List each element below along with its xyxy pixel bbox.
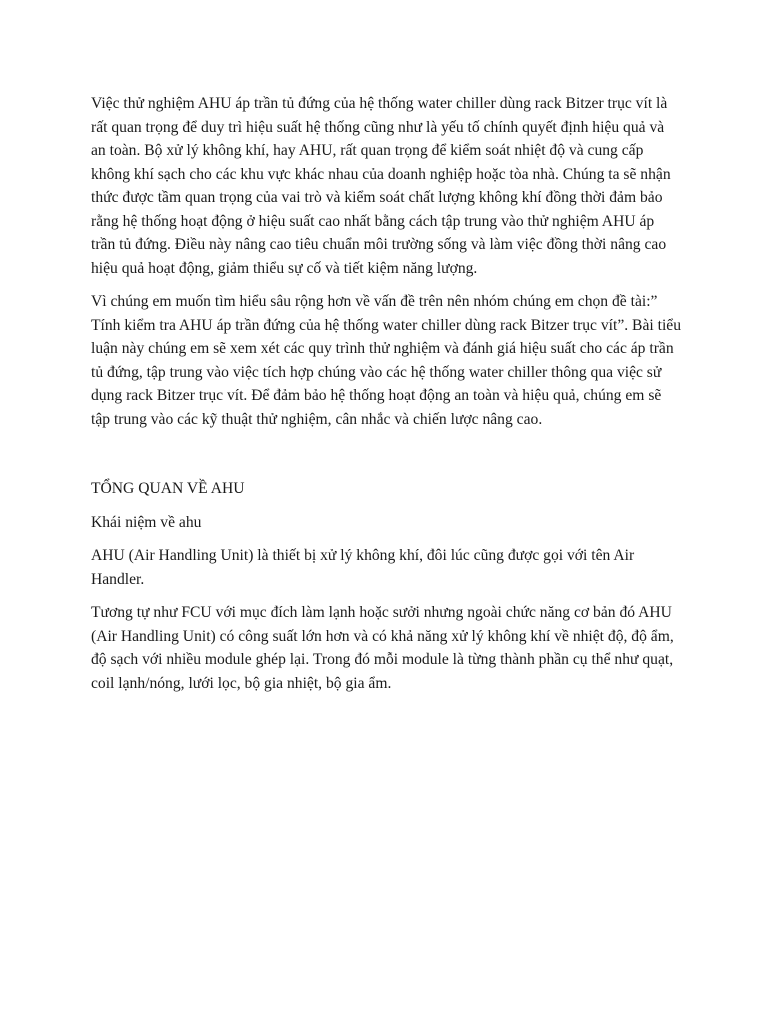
body-paragraph-1: AHU (Air Handling Unit) là thiết bị xử lý không khí, đôi lúc cũng được gọi với tên Air Handler. (91, 547, 635, 588)
body-paragraph-2: Tương tự như FCU với mục đích làm lạnh hoặc sưởi nhưng ngoài chức năng cơ bản đó AHU (Air Handling Unit) có công suất lớn hơn và có khả năng xử lý không khí về nhiệt độ, độ ẩm, độ sạch với nhiều module ghép lại. Trong đó mỗi module là từng thành phần cụ thể như quạt, coil lạnh/nóng, lưới lọc, bộ gia nhiệt, bộ gia ẩm. (91, 604, 674, 692)
document-body (91, 92, 681, 705)
section-heading: TỔNG QUAN VỀ AHU (91, 480, 245, 497)
subheading: Khái niệm về ahu (91, 513, 202, 531)
intro-paragraph-1: Việc thử nghiệm AHU áp trần tủ đứng của hệ thống water chiller dùng rack Bitzer trục vít là rất quan trọng để duy trì hiệu suất hệ thống cũng như là yếu tố chính quyết định hiệu quả và an toàn. Bộ xử lý không khí, hay AHU, rất quan trọng để kiểm soát nhiệt độ và cung cấp không khí sạch cho các khu vực khác nhau của doanh nghiệp hoặc tòa nhà. Chúng ta sẽ nhận thức được tầm quan trọng của vai trò và kiểm soát chất lượng không khí đồng thời đảm bảo rằng hệ thống hoạt động ở hiệu suất cao nhất bằng cách tập trung vào thử nghiệm AHU áp trần tủ đứng. Điều này nâng cao tiêu chuẩn môi trường sống và làm việc đồng thời nâng cao hiệu quả hoạt động, giảm thiểu sự cố và tiết kiệm năng lượng. (91, 95, 671, 277)
intro-paragraph-2: Vì chúng em muốn tìm hiểu sâu rộng hơn về vấn đề trên nên nhóm chúng em chọn đề tài:” Tính kiểm tra AHU áp trần đứng của hệ thống water chiller dùng rack Bitzer trục vít”. Bài tiểu luận này chúng em sẽ xem xét các quy trình thử nghiệm và đánh giá hiệu suất cho các áp trần tủ đứng, tập trung vào việc tích hợp chúng vào các hệ thống water chiller thông qua việc sử dụng rack Bitzer trục vít. Để đảm bảo hệ thống hoạt động an toàn và hiệu quả, chúng em sẽ tập trung vào các kỹ thuật thử nghiệm, cân nhắc và chiến lược nâng cao. (91, 293, 681, 428)
section-spacer (91, 441, 681, 477)
